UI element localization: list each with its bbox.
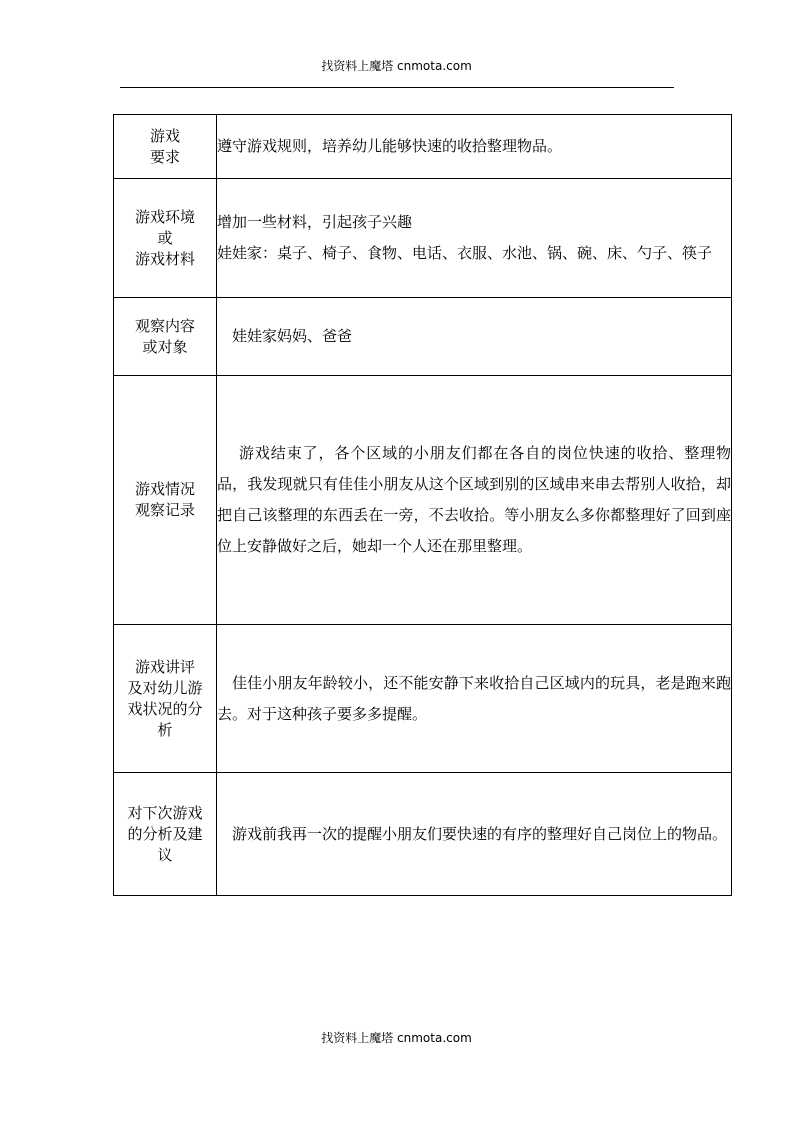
observation-table xyxy=(113,114,732,896)
label-line: 的分析及建 xyxy=(127,824,203,843)
label-line: 议 xyxy=(157,845,173,864)
page-footer: 找资料上魔塔 cnmota.com xyxy=(321,1031,472,1045)
header-rule xyxy=(120,87,674,88)
label-line: 游戏环境 xyxy=(134,207,195,226)
row-label xyxy=(114,179,217,298)
label-line: 游戏讲评 xyxy=(134,657,195,676)
label-line: 游戏材料 xyxy=(134,249,195,268)
label-line: 要求 xyxy=(149,147,180,166)
content-paragraph: 娃娃家妈妈、爸爸 xyxy=(232,327,353,345)
row-content xyxy=(217,179,732,298)
label-line: 戏状况的分 xyxy=(127,699,203,718)
row-label xyxy=(114,376,217,625)
label-line: 观察内容 xyxy=(134,316,195,335)
label-line: 析 xyxy=(157,720,173,739)
row-label xyxy=(114,773,217,896)
row-label xyxy=(114,298,217,376)
label-line: 观察记录 xyxy=(134,501,195,519)
label-line: 对下次游戏 xyxy=(127,803,203,822)
row-label xyxy=(114,115,217,179)
row-content xyxy=(217,298,732,376)
row-label xyxy=(114,625,217,773)
content-paragraph: 游戏结束了，各个区域的小朋友们都在各自的岗位快速的收拾、整理物品，我发现就只有佳佳小朋友从这个区域到别的区域串来串去帮别人收拾，却把自己该整理的东西丢在一旁，不去收拾。等小朋友么多你都整理好了回到座位上安静做好之后，她却一个人还在那里整理。 xyxy=(217,444,731,555)
content-paragraph: 游戏前我再一次的提醒小朋友们要快速的有序的整理好自己岗位上的物品。 xyxy=(232,824,728,843)
table-row-requirements xyxy=(114,115,732,179)
table-row-observation-target xyxy=(114,298,732,376)
content-paragraph: 娃娃家：桌子、椅子、食物、电话、衣服、水池、锅、碗、床、勺子、筷子 xyxy=(217,244,713,262)
row-content xyxy=(217,625,732,773)
label-line: 游戏 xyxy=(149,126,180,145)
row-content xyxy=(217,115,732,179)
table-row-record xyxy=(114,376,732,625)
content-paragraph: 增加一些材料，引起孩子兴趣 xyxy=(217,213,413,231)
label-line: 或 xyxy=(157,228,173,247)
table-row-environment xyxy=(114,179,732,298)
content-paragraph: 佳佳小朋友年龄较小，还不能安静下来收拾自己区域内的玩具，老是跑来跑去。对于这种孩子要多多提醒。 xyxy=(217,673,731,723)
row-content xyxy=(217,773,732,896)
content-paragraph: 遵守游戏规则，培养幼儿能够快速的收拾整理物品。 xyxy=(217,137,563,155)
page-header: 找资料上魔塔 cnmota.com xyxy=(321,59,472,73)
row-content xyxy=(217,376,732,625)
label-line: 及对幼儿游 xyxy=(127,678,203,697)
table-row-review xyxy=(114,625,732,773)
label-line: 或对象 xyxy=(142,337,188,356)
label-line: 游戏情况 xyxy=(134,480,195,498)
table-row-suggestions xyxy=(114,773,732,896)
